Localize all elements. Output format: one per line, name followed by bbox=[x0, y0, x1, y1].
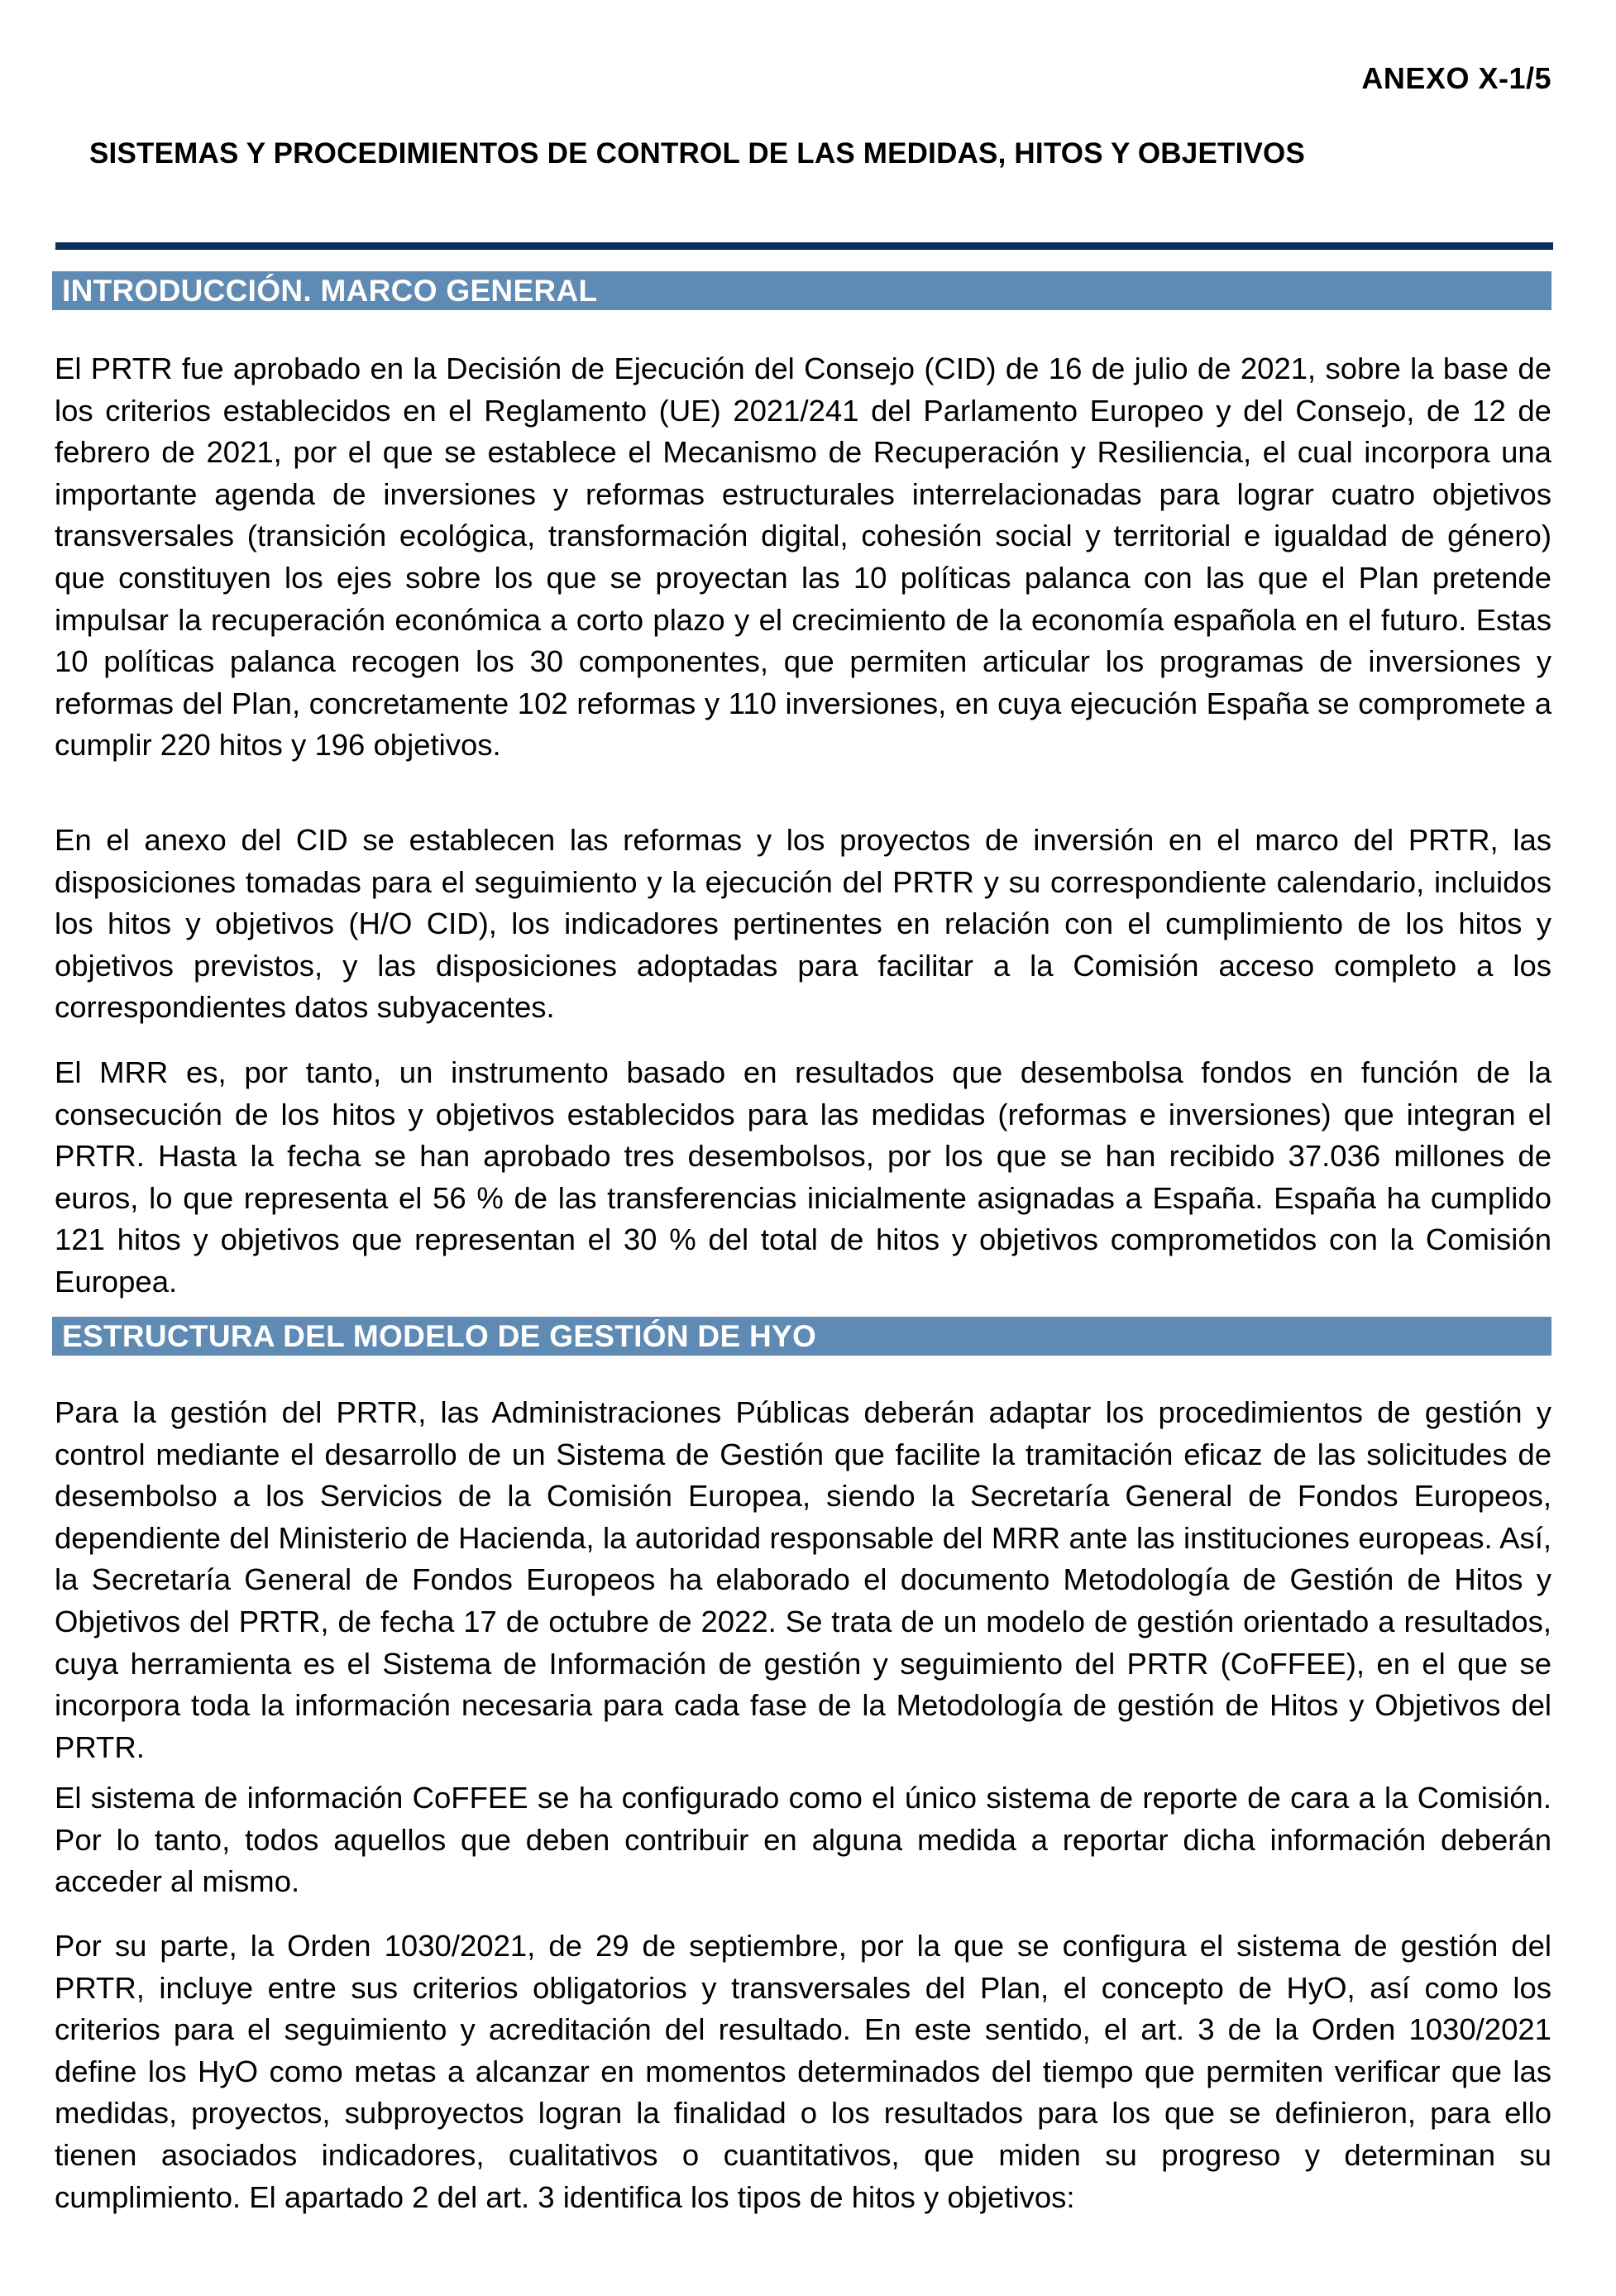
section-heading-structure: ESTRUCTURA DEL MODELO DE GESTIÓN DE HYO bbox=[52, 1317, 1551, 1356]
paragraph: Para la gestión del PRTR, las Administraciones Públicas deberán adaptar los procedimientos de gestión y control mediante el desarrollo de un Sistema de Gestión que facilite la tramitación eficaz de las solicitudes de desembolso a los Servicios de la Comisión Europea, siendo la Secretaría General de Fondos Europeos, dependiente del Ministerio de Hacienda, la autoridad responsable del MRR ante las instituciones europeas. Así, la Secretaría General de Fondos Europeos ha elaborado el documento Metodología de Gestión de Hitos y Objetivos del PRTR, de fecha 17 de octubre de 2022. Se trata de un modelo de gestión orientado a resultados, cuya herramienta es el Sistema de Información de gestión y seguimiento del PRTR (CoFFEE), en el que se incorpora toda la información necesaria para cada fase de la Metodología de gestión de Hitos y Objetivos del PRTR. bbox=[55, 1395, 1551, 1764]
document-title: SISTEMAS Y PROCEDIMIENTOS DE CONTROL DE LAS MEDIDAS, HITOS Y OBJETIVOS bbox=[89, 137, 1306, 170]
section-heading-intro: INTRODUCCIÓN. MARCO GENERAL bbox=[52, 271, 1551, 310]
paragraph: El sistema de información CoFFEE se ha configurado como el único sistema de reporte de cara a la Comisión. Por lo tanto, todos aquellos que deben contribuir en alguna medida a reportar dicha información deberán acceder al mismo. bbox=[55, 1781, 1551, 1899]
annex-label: ANEXO X-1/5 bbox=[1361, 61, 1551, 95]
title-rule bbox=[55, 242, 1553, 250]
paragraph: El MRR es, por tanto, un instrumento basado en resultados que desembolsa fondos en función de la consecución de los hitos y objetivos establecidos para las medidas (reformas e inversiones) que integran el PRTR. Hasta la fecha se han aprobado tres desembolsos, por los que se han recibido 37.036 millones de euros, lo que representa el 56 % de las transferencias inicialmente asignadas a España. España ha cumplido 121 hitos y objetivos que representan el 30 % del total de hitos y objetivos comprometidos con la Comisión Europea. bbox=[55, 1055, 1551, 1299]
paragraph: En el anexo del CID se establecen las reformas y los proyectos de inversión en el marco del PRTR, las disposiciones tomadas para el seguimiento y la ejecución del PRTR y su correspondiente calendario, incluidos los hitos y objetivos (H/O CID), los indicadores pertinentes en relación con el cumplimiento de los hitos y objetivos previstos, y las disposiciones adoptadas para facilitar a la Comisión acceso completo a los correspondientes datos subyacentes. bbox=[55, 823, 1551, 1025]
paragraph: El PRTR fue aprobado en la Decisión de Ejecución del Consejo (CID) de 16 de julio de 2021, sobre la base de los criterios establecidos en el Reglamento (UE) 2021/241 del Parlamento Europeo y del Consejo, de 12 de febrero de 2021, por el que se establece el Mecanismo de Recuperación y Resiliencia, el cual incorpora una importante agenda de inversiones y reformas estructurales interrelacionadas para lograr cuatro objetivos transversales (transición ecológica, transformación digital, cohesión social y territorial e igualdad de género) que constituyen los ejes sobre los que se proyectan las 10 políticas palanca con las que el Plan pretende impulsar la recuperación económica a corto plazo y el crecimiento de la economía española en el futuro. Estas 10 políticas palanca recogen los 30 componentes, que permiten articular los programas de inversiones y reformas del Plan, concretamente 102 reformas y 110 inversiones, en cuya ejecución España se compromete a cumplir 220 hitos y 196 objetivos. bbox=[55, 352, 1551, 763]
paragraph: Por su parte, la Orden 1030/2021, de 29 de septiembre, por la que se configura el sistema de gestión del PRTR, incluye entre sus criterios obligatorios y transversales del Plan, el concepto de HyO, así como los criterios para el seguimiento y acreditación del resultado. En este sentido, el art. 3 de la Orden 1030/2021 define los HyO como metas a alcanzar en momentos determinados del tiempo que permiten verificar que las medidas, proyectos, subproyectos logran la finalidad o los resultados para los que se definieron, para ello tienen asociados indicadores, cualitativos o cuantitativos, que miden su progreso y determinan su cumplimiento. El apartado 2 del art. 3 identifica los tipos de hitos y objetivos: bbox=[55, 1929, 1551, 2214]
